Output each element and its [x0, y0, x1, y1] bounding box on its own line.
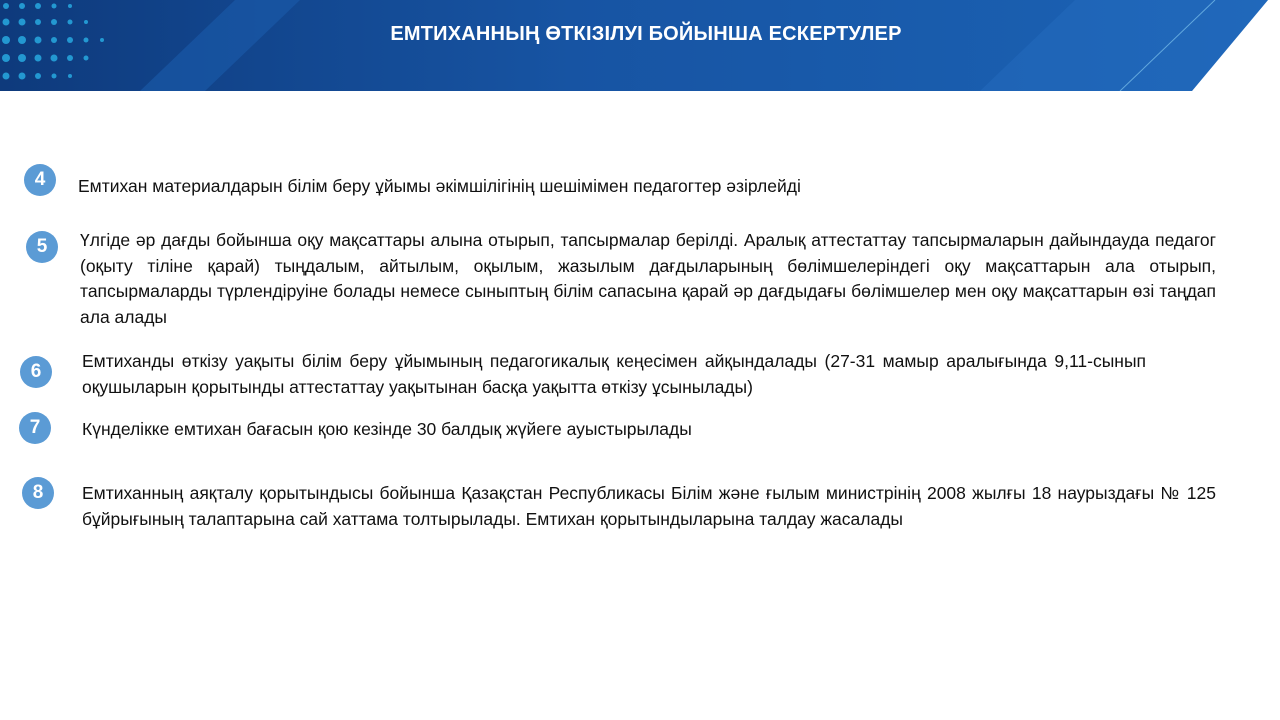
- item-number-badge: 5: [26, 231, 58, 263]
- page-title: ЕМТИХАННЫҢ ӨТКІЗІЛУІ БОЙЫНША ЕСКЕРТУЛЕР: [390, 22, 902, 45]
- item-number-badge: 8: [22, 477, 54, 509]
- item-text: Күнделікке емтихан бағасын қою кезінде 30 балдық жүйеге ауыстырылады: [82, 419, 692, 439]
- item-number-badge: 7: [19, 412, 51, 444]
- item-number-badge: 6: [20, 356, 52, 388]
- item-text: Емтиханның аяқталу қорытындысы бойынша Қазақстан Республикасы Білім және ғылым министрінің 2008 жылғы 18 наурыздағы № 125 бұйрығының талаптарына сай хаттама толтырылады. Емтихан қорытындыларына талдау жасалады: [82, 483, 1216, 529]
- item-number-badge: 4: [24, 164, 56, 196]
- item-text: Үлгіде әр дағды бойынша оқу мақсаттары алына отырып, тапсырмалар берілді. Аралық аттестаттау тапсырмаларын дайындауда педагог (оқыту тіліне қарай) тыңдалым, айтылым, оқылым, жазылым дағдыларының бөлімшелеріндегі оқу мақсаттарын ала отырып, тапсырмаларды түрлендіруіне болады немесе сыныптың білім сапасына қарай әр дағдыдағы бөлімшелер мен оқу мақсаттарын өзі таңдап ала алады: [80, 230, 1216, 327]
- item-text: Емтихан материалдарын білім беру ұйымы әкімшілігінің шешімімен педагогтер әзірлейді: [78, 176, 801, 196]
- item-text: Емтиханды өткізу уақыты білім беру ұйымының педагогикалық кеңесімен айқындалады (27-31 мамыр аралығында 9,11-сынып оқушыларын қорытынды аттестаттау уақытынан басқа уақытта өткізу ұсынылады): [82, 351, 1146, 397]
